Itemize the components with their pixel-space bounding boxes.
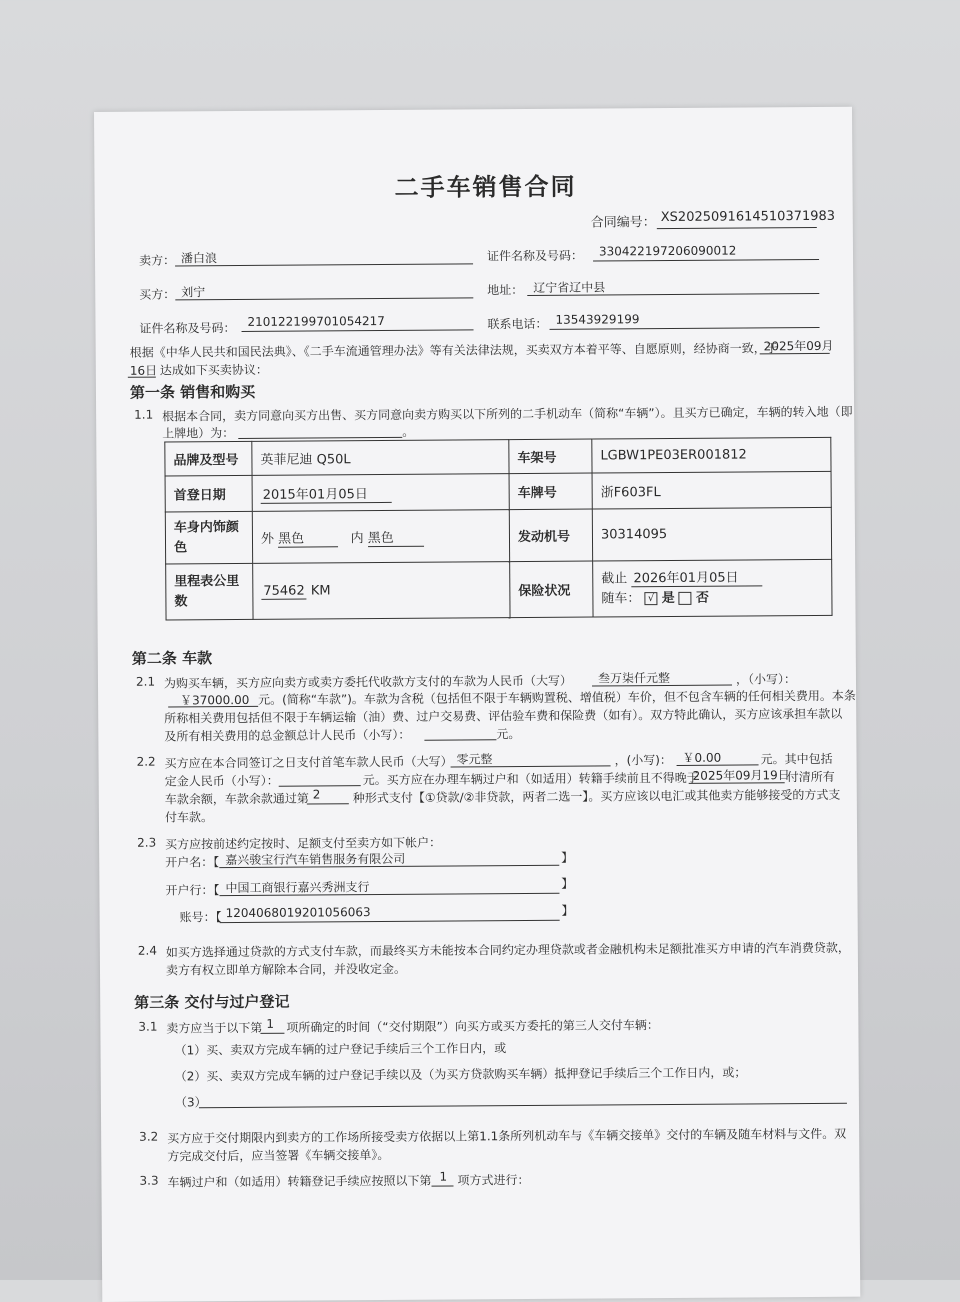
phone-label: 联系电话： [487,316,548,332]
buyer-id-underline [242,329,474,332]
payment-method-underline [307,803,349,804]
table-row [165,471,831,512]
clause-2-2-g: 车款余额，车款余款通过第 [164,791,309,807]
bank-label: 开户行：【 [165,883,220,898]
clause-2-4-b: 卖方有权立即单方解除本合同，并没收定金。 [165,961,407,978]
contract-no-value: XS2025091614510371983 [660,208,836,226]
intro-date1: 2025年09月 [763,338,834,354]
engine-value: 30314095 [592,507,831,561]
clause-1-1-text1: 根据本合同，卖方同意向买方出售、买方同意向卖方购买以下所列的二手机动车（简称“车辆”）。且买方已确定，车辆的转入地（即 [162,404,853,424]
contract-paper [94,107,860,1302]
clause-3-1-option2: （2）买、卖双方完成车辆的过户登记手续以及（为买方贷款购买车辆）抵押登记手续后三个工作日内，或； [174,1065,747,1084]
intro-date2: 16日 [129,363,158,378]
seller-id-value: 330422197206090012 [598,243,737,259]
insurance-yes-label: 是 [661,590,675,606]
seller-underline [175,263,473,266]
color-label: 车身内饰颜色 [165,511,252,564]
table-row [165,437,831,476]
price-upper: 叁万柒仟元整 [597,670,671,686]
intro-line1: 根据《中华人民共和国民法典》、《二手车流通管理办法》等有关法律法规，买卖双方本着平等、自愿原则，经协商一致，于 [129,341,778,360]
address-value: 辽宁省辽中县 [533,280,606,295]
insurance-prefix: 截止 [601,570,628,586]
intro-date2-underline [128,377,156,378]
total-amount-underline [424,739,496,741]
clause-2-1-number: 2.1 [135,674,156,689]
exterior-prefix: 外 [260,531,275,547]
mileage-label: 里程表公里数 [166,563,253,620]
buyer-id-label: 证件名称及号码： [139,321,236,336]
article3-heading: 第三条 交付与过户登记 [134,992,290,1012]
insurance-yes-checkbox[interactable]: √ [645,592,658,605]
clause-3-1-number: 3.1 [138,1019,158,1034]
vin-label: 车架号 [509,439,592,474]
bracket-close: 】 [561,850,574,865]
clause-2-4-a: 如买方选择通过贷款的方式支付车款，而最终买方未能按本合同约定办理贷款或者金融机构未足额批准买方申请的汽车消费贷款， [165,940,850,960]
table-row [166,559,832,620]
contract-no-label: 合同编号： [590,215,656,231]
clause-2-2-c: 元。其中包括 [760,751,833,767]
clause-2-3-a: 买方应按前述约定按时、足额支付至卖方如下帐户： [165,835,442,852]
reg-date-label: 首登日期 [165,475,252,512]
article1-heading: 第一条 销售和购买 [129,382,256,402]
transfer-option-underline [432,1186,454,1187]
insurance-label: 保险状况 [510,561,593,618]
balance-deadline: 2025年09月19日 [692,768,790,783]
insurance-no-label: 否 [695,590,710,606]
phone-value: 13543929199 [555,312,640,327]
clause-3-3-number: 3.3 [139,1173,159,1188]
transfer-option: 1 [439,1169,448,1184]
intro-date1-underline [760,353,830,354]
clause-2-2-e: 元。买方应在办理车辆过户和（如适用）转籍手续前且不得晚于 [362,770,699,788]
first-payment-upper: 零元整 [456,752,493,767]
intro-line2: 达成如下买卖协议： [159,362,268,378]
brand-value: 英菲尼迪 Q50L [252,440,509,476]
clause-3-1-b: 项所确定的时间（“交付期限”）向买方或买方委托的第三人交付车辆： [286,1018,659,1035]
clause-2-1-f: 元。 [496,727,521,742]
insurance-date: 2026年01月05日 [631,570,762,587]
buyer-value: 刘宁 [181,285,206,300]
plate-label: 车牌号 [509,473,592,510]
clause-1-1-number: 1.1 [134,407,154,422]
phone-underline [550,327,820,330]
first-payment-upper-underline [451,765,611,767]
vin-value: LGBW1PE03ER001812 [592,437,831,473]
account-no-value: 1204068019201056063 [225,905,371,921]
clause-2-2-b: ，(小写)： [614,752,672,768]
reg-date-value: 2015年01月05日 [261,487,392,504]
clause-2-1-b: ，（小写）： [735,672,797,687]
clause-2-1-c: 元。(简称“车款”)。车款为含税（包括但不限于车辆购置税、增值税）车价，但不包含车辆的任何相关费用。本条 [258,688,856,707]
insurance-cell [593,559,832,617]
price-lower: ￥37000.00 [180,692,250,708]
vehicle-info-table [164,437,832,621]
clause-2-1-e: 及所有相关费用的总金额总计人民币（小写）： [164,727,411,744]
buyer-underline [175,297,473,300]
seller-label: 卖方： [138,253,176,268]
clause-2-2-d: 定金人民币（小写）： [164,773,279,789]
seller-id-underline [593,259,819,262]
balance-deadline-underline [689,782,785,784]
reg-date-cell [252,474,509,512]
insurance-no-checkbox[interactable] [679,591,692,604]
interior-color: 黑色 [368,531,424,547]
bracket-close: 】 [561,876,574,891]
interior-prefix: 内 [350,531,364,547]
clause-3-2-b: 方完成交付后，应当签署《车辆交接单》。 [167,1147,390,1164]
contract-no-underline [657,227,817,229]
payment-method: 2 [312,787,321,802]
clause-1-1-text2: 上牌地）为： [162,426,235,441]
clause-2-2-i: 付车款。 [164,810,213,825]
account-name-label: 开户名：【 [165,855,220,870]
insurance-with-label: 随车： [601,590,641,606]
clause-3-2-number: 3.2 [139,1129,159,1144]
clause-3-1-option3: （3） [174,1095,207,1110]
account-no-underline [220,920,560,923]
seller-value: 潘白浪 [180,251,218,266]
clause-2-3-number: 2.3 [137,835,157,850]
delivery-option: 1 [266,1016,275,1031]
account-no-label: 账号：【 [179,910,222,925]
clause-2-4-number: 2.4 [137,943,157,958]
destination-underline [238,437,402,439]
clause-2-1-d: 所称相关费用包括但不限于车辆运输（油）费、过户交易费、评估验车费和保险费（如有）。双方特此确认，买方应该承担车款以 [164,706,843,726]
exterior-color: 黑色 [278,531,338,547]
account-name-value: 嘉兴骏宝行汽车销售服务有限公司 [225,851,406,868]
document-title: 二手车销售合同 [394,172,577,202]
delivery-option-underline [260,1033,284,1034]
price-upper-underline [592,685,732,687]
mileage-cell [253,562,510,620]
buyer-label: 买方： [139,287,176,302]
brand-label: 品牌及型号 [165,441,252,476]
plate-value: 浙F603FL [592,471,831,509]
first-payment-lower: ￥0.00 [682,750,722,765]
clause-3-1-a: 卖方应当于以下第 [166,1020,263,1036]
clause-1-1-end: 。 [402,424,415,439]
seller-id-label: 证件名称及号码： [486,248,584,264]
clause-3-3-a: 车辆过户和（如适用）转籍登记手续应按照以下第 [167,1173,432,1190]
option3-underline [199,1103,847,1109]
color-cell [252,510,509,564]
clause-2-2-a: 买方应在本合同签订之日支付首笔车款人民币（大写） [164,754,453,771]
clause-3-1-option1: （1）买、卖双方完成车辆的过户登记手续后三个工作日内，或 [174,1041,507,1058]
bracket-close: 】 [561,903,574,918]
clause-2-2-number: 2.2 [136,754,156,769]
article2-heading: 第二条 车款 [131,649,213,668]
clause-2-2-f: 付清所有 [786,769,835,785]
mileage-unit: KM [310,583,331,599]
bank-value: 中国工商银行嘉兴秀洲支行 [225,880,370,896]
buyer-id-value: 210122199701054217 [247,313,385,329]
clause-2-2-h: 种形式支付【①贷款/②非贷款，两者二选一】。买方应该以电汇或其他卖方能够接受的方式支 [352,787,841,806]
mileage-value: 75462 [261,584,306,600]
address-label: 地址： [487,283,524,298]
clause-2-1-a: 为购买车辆，买方应向卖方或卖方委托代收款方支付的车款为人民币（大写） [163,673,573,691]
clause-3-2-a: 买方应于交付期限内到卖方的工作场所接受卖方依据以上第1.1条所列机动车与《车辆交接单》交付的车辆及随车材料与文件。双 [167,1126,847,1146]
clause-3-3-b: 项方式进行： [457,1172,530,1188]
engine-label: 发动机号 [509,509,592,562]
table-row [165,507,831,564]
